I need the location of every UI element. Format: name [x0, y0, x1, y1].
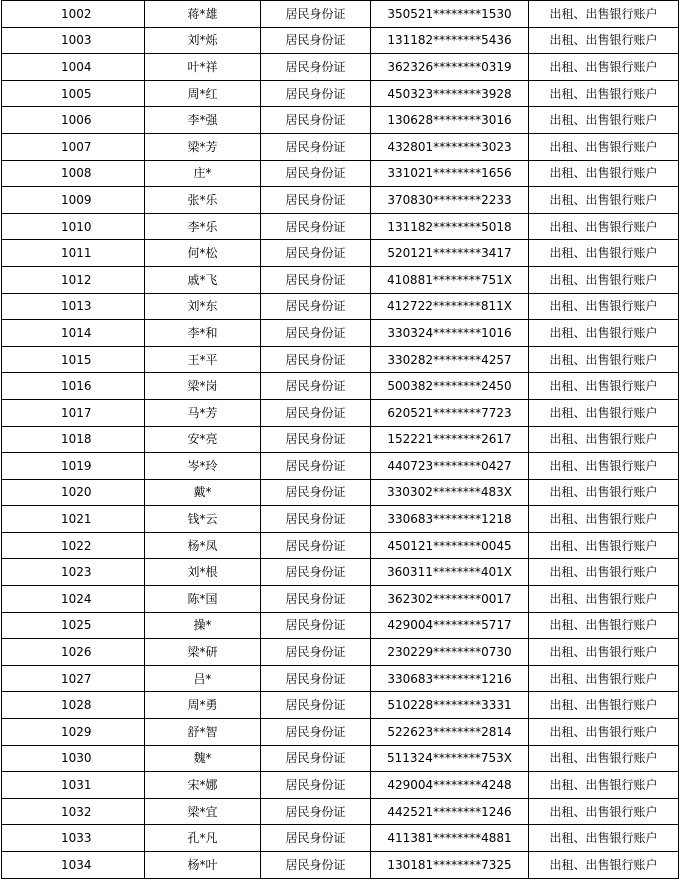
- person-name-cell: 孔*凡: [145, 825, 261, 852]
- id-number-cell: 412722********811X: [371, 293, 529, 320]
- table-row: [2, 1, 679, 28]
- record-number-cell: 1033: [2, 825, 145, 852]
- table-row: [2, 80, 679, 107]
- reason-cell: 出租、出售银行账户: [529, 54, 679, 81]
- table-row: [2, 399, 679, 426]
- table-row: [2, 27, 679, 54]
- table-row: [2, 798, 679, 825]
- reason-cell: 出租、出售银行账户: [529, 559, 679, 586]
- reason-cell: 出租、出售银行账户: [529, 852, 679, 879]
- record-number-cell: 1012: [2, 266, 145, 293]
- person-name-cell: 梁*芳: [145, 133, 261, 160]
- id-type-cell: 居民身份证: [261, 399, 371, 426]
- record-number-cell: 1031: [2, 772, 145, 799]
- record-number-cell: 1014: [2, 320, 145, 347]
- person-name-cell: 王*平: [145, 346, 261, 373]
- person-name-cell: 刘*烁: [145, 27, 261, 54]
- id-number-cell: 450323********3928: [371, 80, 529, 107]
- id-type-cell: 居民身份证: [261, 453, 371, 480]
- reason-cell: 出租、出售银行账户: [529, 240, 679, 267]
- id-type-cell: 居民身份证: [261, 612, 371, 639]
- records-table: [1, 0, 679, 879]
- id-type-cell: 居民身份证: [261, 586, 371, 613]
- table-row: [2, 373, 679, 400]
- record-number-cell: 1021: [2, 506, 145, 533]
- reason-cell: 出租、出售银行账户: [529, 160, 679, 187]
- reason-cell: 出租、出售银行账户: [529, 479, 679, 506]
- person-name-cell: 舒*智: [145, 719, 261, 746]
- reason-cell: 出租、出售银行账户: [529, 426, 679, 453]
- id-type-cell: 居民身份证: [261, 160, 371, 187]
- table-row: [2, 453, 679, 480]
- id-number-cell: 411381********4881: [371, 825, 529, 852]
- id-type-cell: 居民身份证: [261, 559, 371, 586]
- table-row: [2, 532, 679, 559]
- person-name-cell: 杨*凤: [145, 532, 261, 559]
- reason-cell: 出租、出售银行账户: [529, 719, 679, 746]
- reason-cell: 出租、出售银行账户: [529, 586, 679, 613]
- person-name-cell: 戴*: [145, 479, 261, 506]
- id-number-cell: 131182********5018: [371, 213, 529, 240]
- id-type-cell: 居民身份证: [261, 293, 371, 320]
- person-name-cell: 陈*国: [145, 586, 261, 613]
- table-row: [2, 133, 679, 160]
- id-type-cell: 居民身份证: [261, 133, 371, 160]
- record-number-cell: 1022: [2, 532, 145, 559]
- person-name-cell: 李*强: [145, 107, 261, 134]
- id-number-cell: 360311********401X: [371, 559, 529, 586]
- person-name-cell: 何*松: [145, 240, 261, 267]
- reason-cell: 出租、出售银行账户: [529, 293, 679, 320]
- reason-cell: 出租、出售银行账户: [529, 399, 679, 426]
- id-type-cell: 居民身份证: [261, 665, 371, 692]
- reason-cell: 出租、出售银行账户: [529, 266, 679, 293]
- id-type-cell: 居民身份证: [261, 266, 371, 293]
- id-number-cell: 362302********0017: [371, 586, 529, 613]
- person-name-cell: 梁*研: [145, 639, 261, 666]
- table-row: [2, 665, 679, 692]
- id-type-cell: 居民身份证: [261, 1, 371, 28]
- id-type-cell: 居民身份证: [261, 240, 371, 267]
- id-type-cell: 居民身份证: [261, 692, 371, 719]
- reason-cell: 出租、出售银行账户: [529, 825, 679, 852]
- record-number-cell: 1024: [2, 586, 145, 613]
- person-name-cell: 戚*飞: [145, 266, 261, 293]
- record-number-cell: 1030: [2, 745, 145, 772]
- id-number-cell: 330302********483X: [371, 479, 529, 506]
- table-row: [2, 586, 679, 613]
- id-number-cell: 350521********1530: [371, 1, 529, 28]
- record-number-cell: 1007: [2, 133, 145, 160]
- record-number-cell: 1005: [2, 80, 145, 107]
- records-table-body: [2, 1, 679, 879]
- id-number-cell: 500382********2450: [371, 373, 529, 400]
- record-number-cell: 1032: [2, 798, 145, 825]
- id-number-cell: 330324********1016: [371, 320, 529, 347]
- id-number-cell: 330683********1218: [371, 506, 529, 533]
- id-number-cell: 522623********2814: [371, 719, 529, 746]
- reason-cell: 出租、出售银行账户: [529, 692, 679, 719]
- id-number-cell: 511324********753X: [371, 745, 529, 772]
- id-number-cell: 230229********0730: [371, 639, 529, 666]
- record-number-cell: 1028: [2, 692, 145, 719]
- id-type-cell: 居民身份证: [261, 479, 371, 506]
- table-row: [2, 107, 679, 134]
- record-number-cell: 1023: [2, 559, 145, 586]
- id-number-cell: 520121********3417: [371, 240, 529, 267]
- id-number-cell: 370830********2233: [371, 187, 529, 214]
- id-number-cell: 429004********5717: [371, 612, 529, 639]
- table-row: [2, 160, 679, 187]
- id-number-cell: 130628********3016: [371, 107, 529, 134]
- id-type-cell: 居民身份证: [261, 187, 371, 214]
- record-number-cell: 1004: [2, 54, 145, 81]
- person-name-cell: 操*: [145, 612, 261, 639]
- id-type-cell: 居民身份证: [261, 213, 371, 240]
- record-number-cell: 1002: [2, 1, 145, 28]
- person-name-cell: 刘*东: [145, 293, 261, 320]
- id-type-cell: 居民身份证: [261, 825, 371, 852]
- table-row: [2, 426, 679, 453]
- id-number-cell: 330683********1216: [371, 665, 529, 692]
- id-number-cell: 410881********751X: [371, 266, 529, 293]
- id-number-cell: 450121********0045: [371, 532, 529, 559]
- record-number-cell: 1008: [2, 160, 145, 187]
- table-row: [2, 745, 679, 772]
- id-type-cell: 居民身份证: [261, 107, 371, 134]
- person-name-cell: 安*亮: [145, 426, 261, 453]
- table-row: [2, 320, 679, 347]
- reason-cell: 出租、出售银行账户: [529, 373, 679, 400]
- id-number-cell: 510228********3331: [371, 692, 529, 719]
- reason-cell: 出租、出售银行账户: [529, 612, 679, 639]
- record-number-cell: 1013: [2, 293, 145, 320]
- reason-cell: 出租、出售银行账户: [529, 506, 679, 533]
- id-number-cell: 442521********1246: [371, 798, 529, 825]
- reason-cell: 出租、出售银行账户: [529, 27, 679, 54]
- person-name-cell: 杨*叶: [145, 852, 261, 879]
- person-name-cell: 魏*: [145, 745, 261, 772]
- person-name-cell: 张*乐: [145, 187, 261, 214]
- reason-cell: 出租、出售银行账户: [529, 213, 679, 240]
- record-number-cell: 1018: [2, 426, 145, 453]
- id-number-cell: 429004********4248: [371, 772, 529, 799]
- record-number-cell: 1027: [2, 665, 145, 692]
- record-number-cell: 1020: [2, 479, 145, 506]
- person-name-cell: 周*红: [145, 80, 261, 107]
- id-type-cell: 居民身份证: [261, 639, 371, 666]
- table-row: [2, 213, 679, 240]
- table-row: [2, 479, 679, 506]
- person-name-cell: 马*芳: [145, 399, 261, 426]
- id-number-cell: 362326********0319: [371, 54, 529, 81]
- id-type-cell: 居民身份证: [261, 54, 371, 81]
- person-name-cell: 庄*: [145, 160, 261, 187]
- reason-cell: 出租、出售银行账户: [529, 107, 679, 134]
- record-number-cell: 1034: [2, 852, 145, 879]
- table-row: [2, 346, 679, 373]
- table-row: [2, 719, 679, 746]
- person-name-cell: 刘*根: [145, 559, 261, 586]
- table-row: [2, 240, 679, 267]
- record-number-cell: 1010: [2, 213, 145, 240]
- id-number-cell: 330282********4257: [371, 346, 529, 373]
- table-row: [2, 852, 679, 879]
- person-name-cell: 宋*娜: [145, 772, 261, 799]
- reason-cell: 出租、出售银行账户: [529, 453, 679, 480]
- person-name-cell: 叶*祥: [145, 54, 261, 81]
- id-type-cell: 居民身份证: [261, 506, 371, 533]
- table-row: [2, 293, 679, 320]
- person-name-cell: 岑*玲: [145, 453, 261, 480]
- id-number-cell: 152221********2617: [371, 426, 529, 453]
- record-number-cell: 1016: [2, 373, 145, 400]
- id-number-cell: 440723********0427: [371, 453, 529, 480]
- person-name-cell: 吕*: [145, 665, 261, 692]
- table-row: [2, 612, 679, 639]
- reason-cell: 出租、出售银行账户: [529, 80, 679, 107]
- reason-cell: 出租、出售银行账户: [529, 532, 679, 559]
- record-number-cell: 1025: [2, 612, 145, 639]
- person-name-cell: 梁*宜: [145, 798, 261, 825]
- id-type-cell: 居民身份证: [261, 772, 371, 799]
- id-number-cell: 620521********7723: [371, 399, 529, 426]
- table-row: [2, 772, 679, 799]
- person-name-cell: 李*和: [145, 320, 261, 347]
- reason-cell: 出租、出售银行账户: [529, 639, 679, 666]
- id-number-cell: 130181********7325: [371, 852, 529, 879]
- id-number-cell: 432801********3023: [371, 133, 529, 160]
- reason-cell: 出租、出售银行账户: [529, 665, 679, 692]
- reason-cell: 出租、出售银行账户: [529, 1, 679, 28]
- id-type-cell: 居民身份证: [261, 719, 371, 746]
- person-name-cell: 李*乐: [145, 213, 261, 240]
- id-number-cell: 131182********5436: [371, 27, 529, 54]
- record-number-cell: 1019: [2, 453, 145, 480]
- reason-cell: 出租、出售银行账户: [529, 745, 679, 772]
- id-type-cell: 居民身份证: [261, 373, 371, 400]
- table-row: [2, 266, 679, 293]
- person-name-cell: 钱*云: [145, 506, 261, 533]
- reason-cell: 出租、出售银行账户: [529, 320, 679, 347]
- id-type-cell: 居民身份证: [261, 745, 371, 772]
- record-number-cell: 1003: [2, 27, 145, 54]
- id-type-cell: 居民身份证: [261, 798, 371, 825]
- person-name-cell: 周*勇: [145, 692, 261, 719]
- person-name-cell: 梁*岗: [145, 373, 261, 400]
- id-type-cell: 居民身份证: [261, 320, 371, 347]
- id-type-cell: 居民身份证: [261, 27, 371, 54]
- reason-cell: 出租、出售银行账户: [529, 772, 679, 799]
- id-type-cell: 居民身份证: [261, 426, 371, 453]
- reason-cell: 出租、出售银行账户: [529, 346, 679, 373]
- record-number-cell: 1029: [2, 719, 145, 746]
- reason-cell: 出租、出售银行账户: [529, 133, 679, 160]
- table-row: [2, 825, 679, 852]
- table-row: [2, 54, 679, 81]
- id-type-cell: 居民身份证: [261, 532, 371, 559]
- id-type-cell: 居民身份证: [261, 346, 371, 373]
- record-number-cell: 1011: [2, 240, 145, 267]
- person-name-cell: 蒋*雄: [145, 1, 261, 28]
- id-type-cell: 居民身份证: [261, 80, 371, 107]
- table-row: [2, 559, 679, 586]
- record-number-cell: 1006: [2, 107, 145, 134]
- reason-cell: 出租、出售银行账户: [529, 187, 679, 214]
- record-number-cell: 1009: [2, 187, 145, 214]
- record-number-cell: 1017: [2, 399, 145, 426]
- reason-cell: 出租、出售银行账户: [529, 798, 679, 825]
- table-row: [2, 187, 679, 214]
- table-row: [2, 639, 679, 666]
- id-number-cell: 331021********1656: [371, 160, 529, 187]
- id-type-cell: 居民身份证: [261, 852, 371, 879]
- record-number-cell: 1026: [2, 639, 145, 666]
- table-row: [2, 692, 679, 719]
- record-number-cell: 1015: [2, 346, 145, 373]
- table-row: [2, 506, 679, 533]
